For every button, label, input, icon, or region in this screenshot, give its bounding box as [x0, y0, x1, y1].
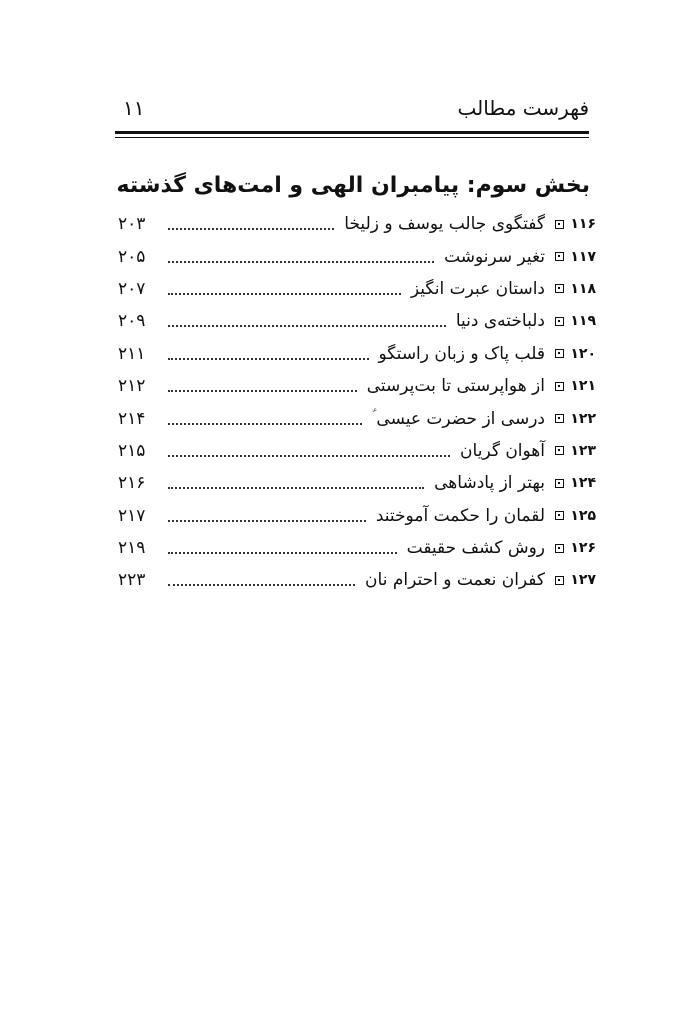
dot-leader: [168, 325, 446, 327]
toc-entry-number: ۱۲۷: [570, 572, 596, 589]
toc-entry-page: ۲۱۴: [118, 408, 146, 429]
running-header: [115, 96, 589, 132]
dot-leader: [168, 390, 357, 392]
toc-entry-title: دلباخته‌ی دنیا: [455, 311, 545, 332]
toc-entry: [118, 564, 596, 596]
dot-leader: [168, 584, 355, 586]
square-bullet-icon: [555, 479, 564, 488]
toc-entry-number: ۱۲۴: [570, 475, 596, 492]
dot-leader: [168, 293, 401, 295]
toc-entry-page: ۲۱۹: [118, 538, 146, 559]
square-bullet-icon: [555, 414, 564, 423]
square-bullet-icon: [555, 317, 564, 326]
dot-leader: [168, 520, 366, 522]
toc-entry-page: ۲۰۵: [118, 246, 146, 267]
toc-entry-page: ۲۱۲: [118, 376, 146, 397]
toc-entry: [118, 532, 596, 564]
square-bullet-icon: [555, 576, 564, 585]
toc-entry-title: درسی از حضرت عیسی ؑ: [372, 408, 545, 429]
square-bullet-icon: [555, 284, 564, 293]
toc-entry-title: قلب پاک و زبان راستگو: [378, 343, 545, 364]
toc-entry: [118, 208, 596, 240]
square-bullet-icon: [555, 446, 564, 455]
toc-entry-title: گفتگوی جالب یوسف و زلیخا: [344, 214, 545, 235]
dot-leader: [168, 552, 397, 554]
toc-entry-title: تغیر سرنوشت: [444, 246, 545, 267]
toc-entry-number: ۱۱۸: [570, 280, 596, 297]
toc-entry-page: ۲۱۶: [118, 473, 146, 494]
toc-entry-number: ۱۱۷: [570, 248, 596, 265]
toc-entry-title: آهوان گریان: [460, 440, 545, 461]
toc-entry-number: ۱۲۰: [570, 345, 596, 362]
toc-entry-title: از هواپرستی تا بت‌پرستی: [366, 376, 545, 397]
toc-entry-number: ۱۲۱: [570, 378, 596, 395]
toc-entry-page: ۲۰۹: [118, 311, 146, 332]
dot-leader: [168, 228, 334, 230]
toc-entry-title: روش کشف حقیقت: [406, 538, 545, 559]
header-rule-thick: [115, 131, 589, 134]
dot-leader: [168, 261, 434, 263]
toc-entry-number: ۱۱۹: [570, 313, 596, 330]
toc-entry-page: ۲۱۷: [118, 505, 146, 526]
toc-list: [118, 208, 596, 597]
section-title: بخش سوم: پیامبران الهی و امت‌های گذشته: [116, 173, 590, 198]
toc-entry-page: ۲۰۷: [118, 278, 146, 299]
square-bullet-icon: [555, 349, 564, 358]
square-bullet-icon: [555, 220, 564, 229]
toc-entry: [118, 240, 596, 272]
toc-entry: [118, 273, 596, 305]
dot-leader: [168, 358, 369, 360]
square-bullet-icon: [555, 544, 564, 553]
toc-entry-title: داستان عبرت انگیز: [410, 278, 545, 299]
dot-leader: [168, 423, 362, 425]
square-bullet-icon: [555, 382, 564, 391]
dot-leader: [168, 455, 450, 457]
toc-entry-page: ۲۱۱: [118, 343, 146, 364]
toc-entry: [118, 467, 596, 499]
header-rule-thin: [115, 137, 589, 138]
toc-entry: [118, 500, 596, 532]
toc-entry-title: بهتر از پادشاهی: [434, 473, 545, 494]
dot-leader: [168, 487, 424, 489]
toc-entry-page: ۲۲۳: [118, 570, 146, 591]
toc-entry: [118, 402, 596, 434]
toc-entry-page: ۲۰۳: [118, 214, 146, 235]
square-bullet-icon: [555, 511, 564, 520]
toc-entry-title: لقمان را حکمت آموختند: [375, 505, 545, 526]
running-header-title: فهرست مطالب: [457, 96, 589, 120]
toc-entry-number: ۱۲۵: [570, 507, 596, 524]
toc-entry-number: ۱۲۶: [570, 540, 596, 557]
toc-entry-number: ۱۱۶: [570, 216, 596, 233]
toc-entry-title: کفران نعمت و احترام نان: [365, 570, 545, 591]
toc-entry: [118, 338, 596, 370]
toc-entry-page: ۲۱۵: [118, 440, 146, 461]
page-number: ۱۱: [123, 96, 145, 120]
toc-entry: [118, 370, 596, 402]
toc-entry: [118, 305, 596, 337]
square-bullet-icon: [555, 252, 564, 261]
toc-entry-number: ۱۲۲: [570, 410, 596, 427]
toc-entry: [118, 435, 596, 467]
toc-entry-number: ۱۲۳: [570, 442, 596, 459]
